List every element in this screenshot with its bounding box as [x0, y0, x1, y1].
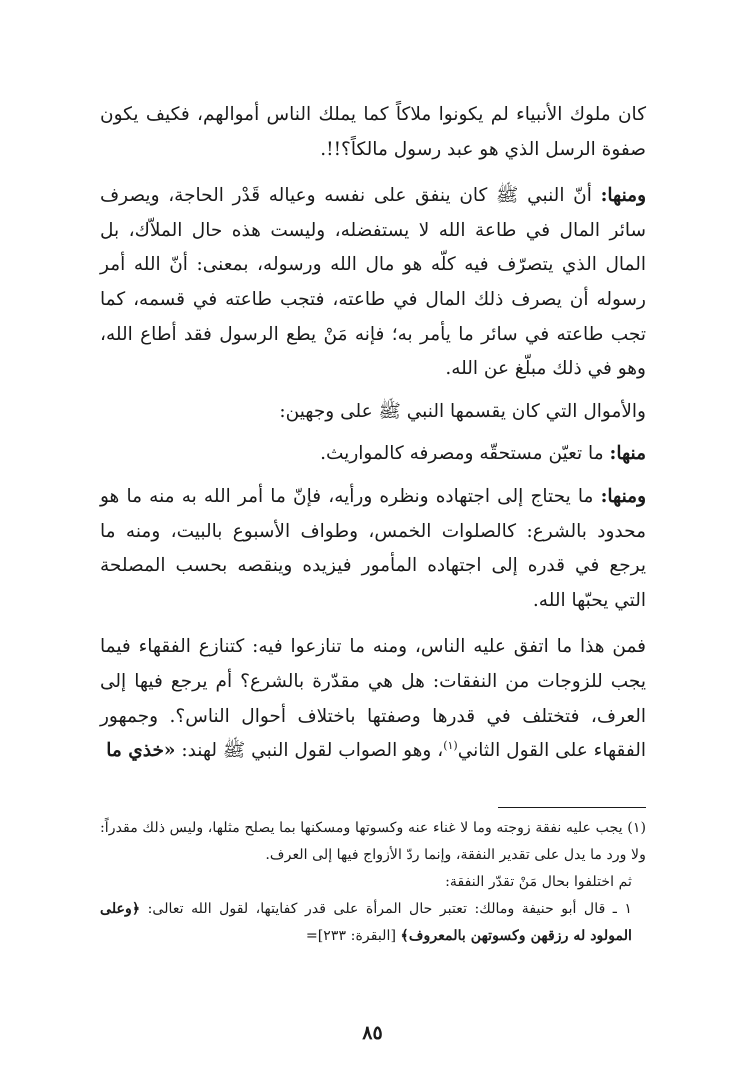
footnote-1: (١) يجب عليه نفقة زوجته وما لا غناء عنه وكسوتها ومسكنها بما يصلح مثلها، وليس ذلك مقدراً: ولا ورد ما يدل على تقدير النفقة، وإنما ردّ الأزواج فيها إلى العرف. [100, 820, 646, 863]
paragraph-2-lead: ومنها: [600, 185, 646, 207]
footnotes [100, 815, 646, 950]
footnote-3 [100, 896, 646, 950]
paragraph-4 [100, 437, 646, 472]
footnote-2: ثم اختلفوا بحال مَنْ تقدّر النفقة: [445, 874, 632, 890]
paragraph-3: والأموال التي كان يقسمها النبي ﷺ على وجهين: [279, 400, 646, 422]
paragraph-4-text: ما تعيّن مستحقّه ومصرفه كالمواريث. [320, 443, 610, 465]
hadith-quote: «خذي ما [106, 740, 176, 762]
paragraph-2 [100, 179, 646, 387]
footnote-ref-1: (١) [443, 738, 458, 752]
footnote-3-text: ١ ـ قال أبو حنيفة ومالك: تعتبر حال المرأة على قدر كفايتها، لقول الله تعالى: [140, 901, 632, 917]
paragraph-5-lead: ومنها: [600, 485, 646, 507]
footnote-divider [498, 807, 646, 808]
paragraph-6-text-2: ، وهو الصواب لقول النبي ﷺ لهند: [175, 740, 444, 762]
page-number: ٨٥ [362, 1022, 383, 1044]
paragraph-2-text: أنّ النبي ﷺ كان ينفق على نفسه وعياله قَدْر الحاجة، ويصرف سائر المال في طاعة الله لا يستفضله، وليست هذه حال الملاّك، بل المال الذي يتصرّف فيه كلّه هو مال الله ورسوله، بمعنى: أنّ الله أمر رسوله أن يصرف ذلك المال في طاعته، فتجب طاعته في قسمه، كما تجب طاعته في سائر ما يأمر به؛ فإنه مَنْ يطع الرسول فقد أطاع الله، وهو في ذلك مبلّغ عن الله. [100, 185, 646, 380]
paragraph-6 [100, 630, 646, 768]
main-text [100, 98, 646, 769]
quran-verse: ﴿وعلى المولود له رزقهن وكسوتهن بالمعروف﴾ [100, 901, 632, 944]
footnote-3-ref: [البقرة: ٢٣٣]= [305, 928, 401, 944]
paragraph-5 [100, 480, 646, 618]
paragraph-6-text: فمن هذا ما اتفق عليه الناس، ومنه ما تنازعوا فيه: كتنازع الفقهاء فيما يجب للزوجات من النفقات: هل هي مقدّرة بالشرع؟ أم يرجع فيها إلى العرف، فتختلف في قدرها وصفتها باختلاف أحوال الناس؟. وجمهور الفقهاء على القول الثاني [100, 636, 646, 762]
paragraph-4-lead: منها: [609, 443, 646, 465]
paragraph-1: كان ملوك الأنبياء لم يكونوا ملاكاً كما يملك الناس أموالهم، فكيف يكون صفوة الرسل الذي هو عبد رسول مالكاً؟!!. [100, 104, 646, 160]
paragraph-5-text: ما يحتاج إلى اجتهاده ونظره ورأيه، فإنّ ما أمر الله به منه ما هو محدود بالشرع: كالصلوات الخمس، وطواف الأسبوع بالبيت، ومنه ما يرجع في قدره إلى اجتهاده المأمور فيزيده وينقصه بحسب المصلحة التي يحبّها الله. [100, 485, 646, 611]
